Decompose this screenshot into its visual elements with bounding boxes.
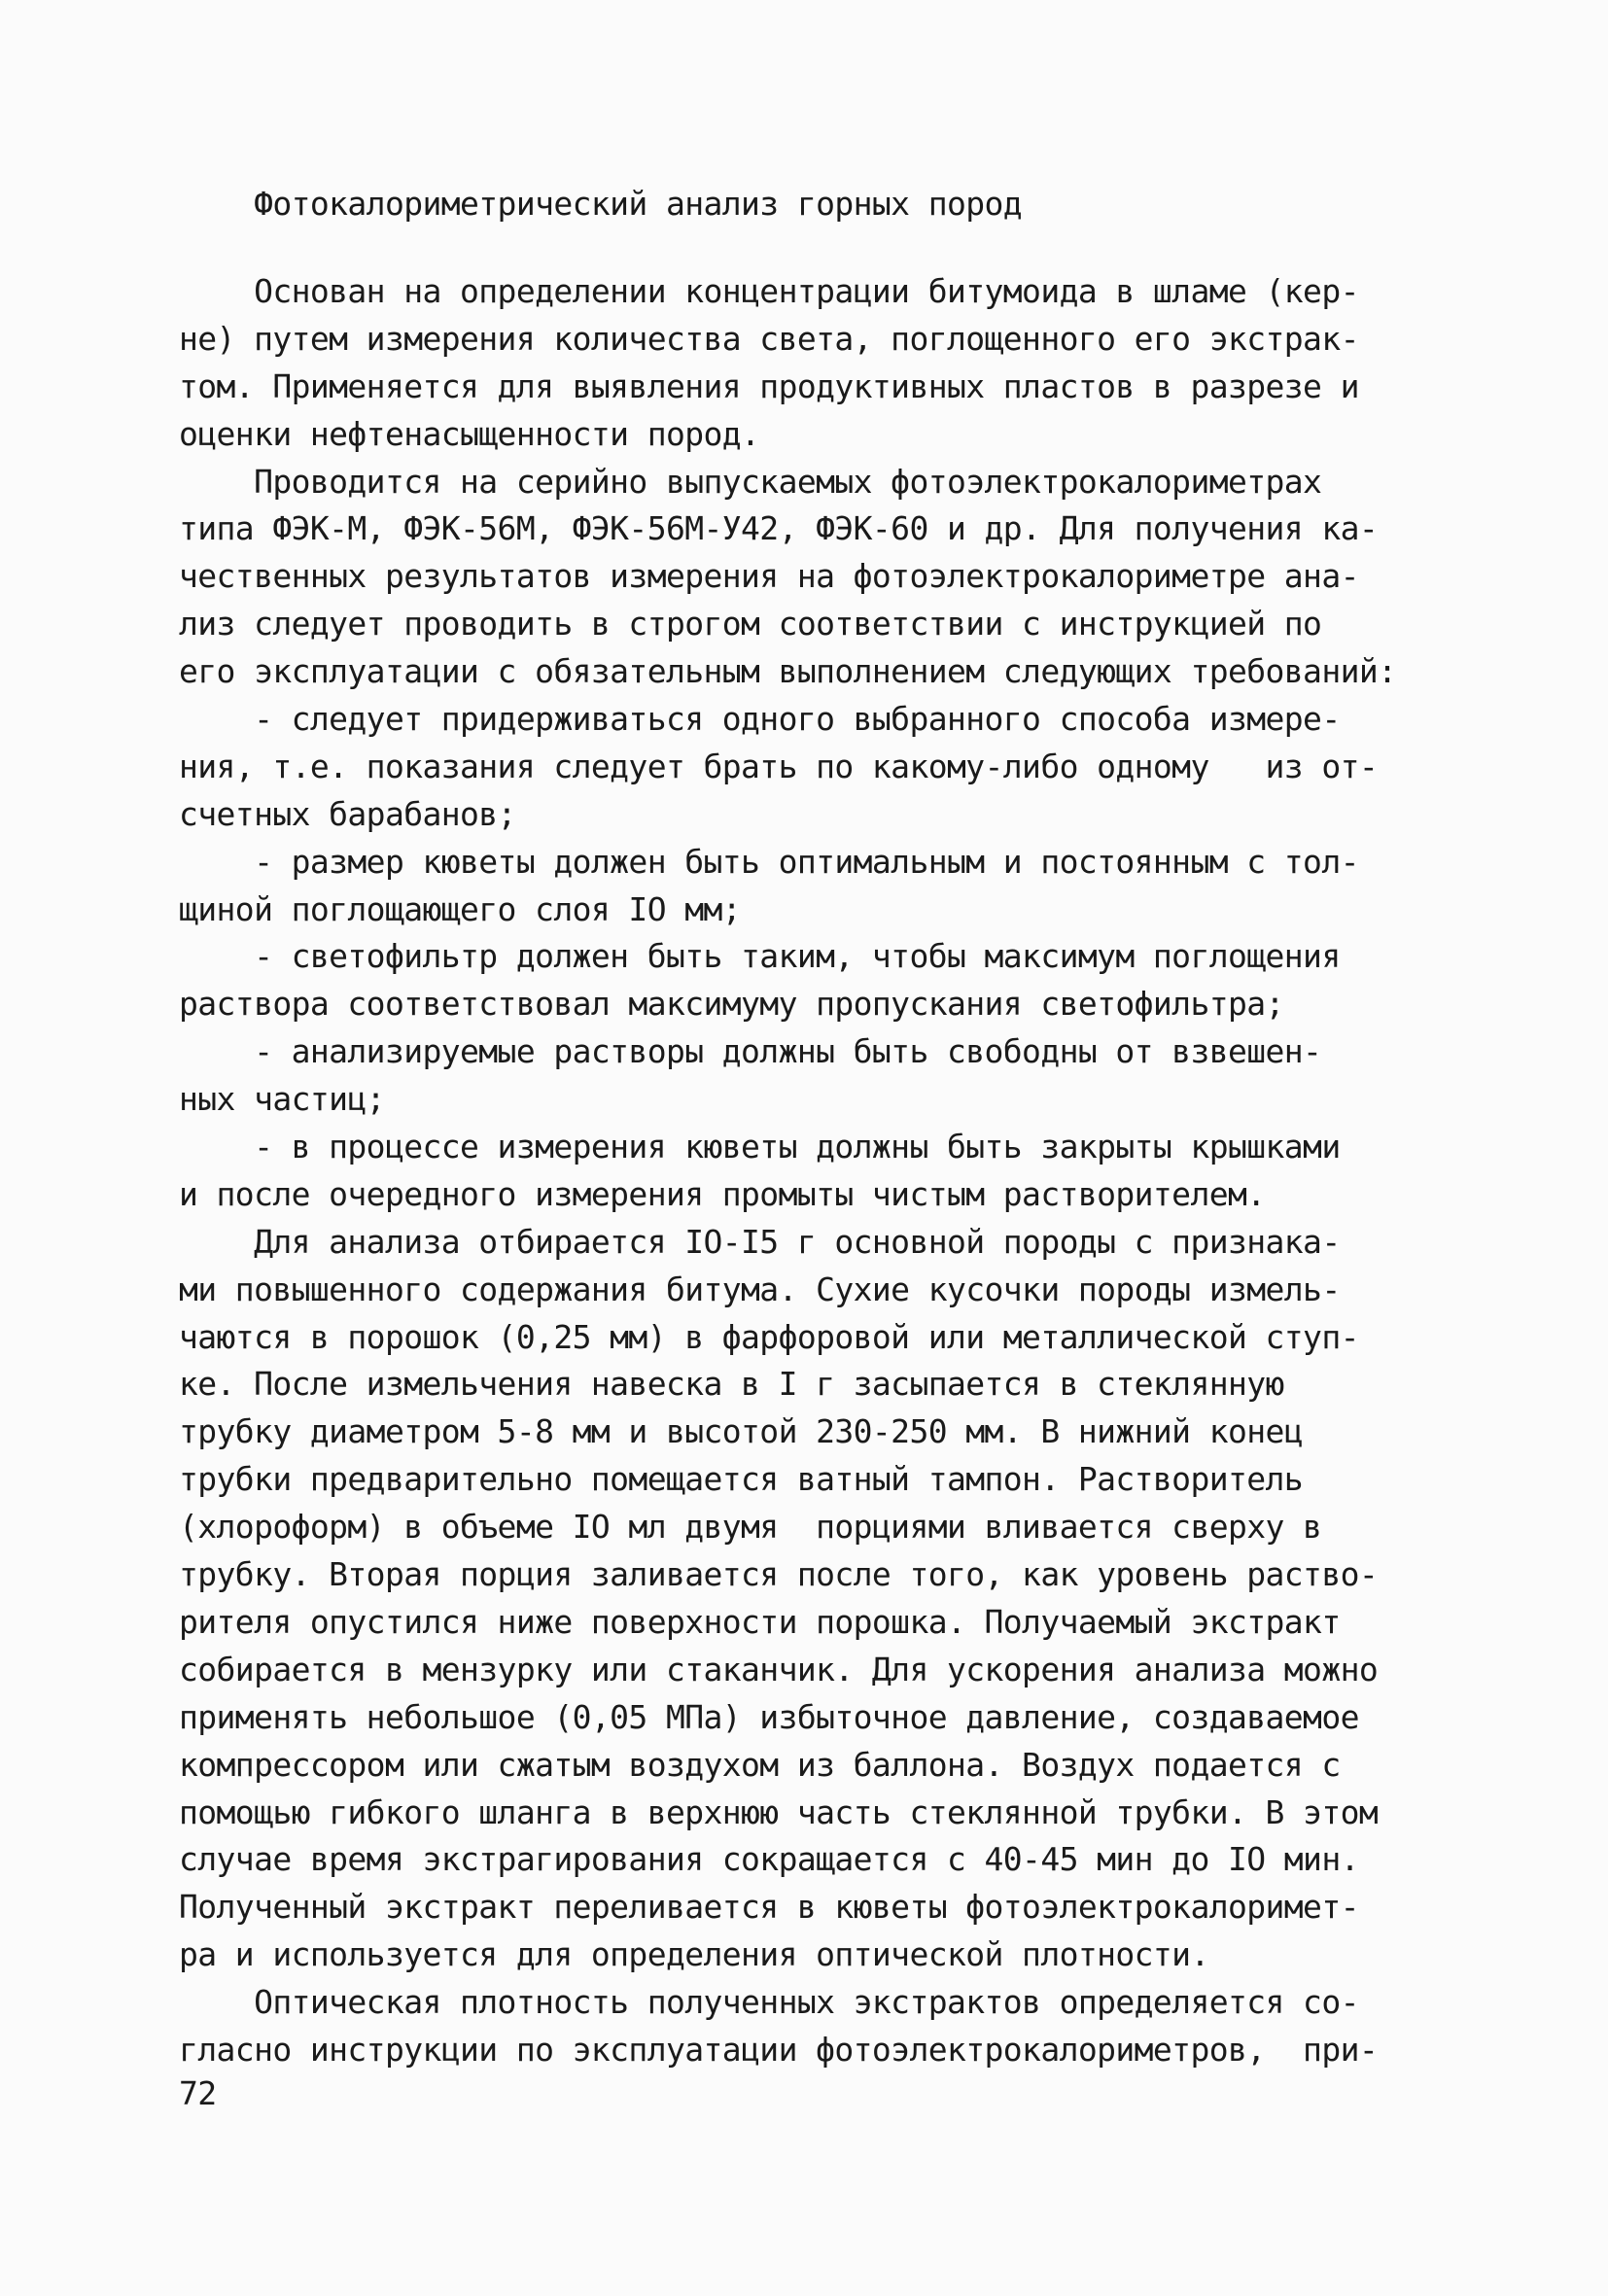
text-line: ми повышенного содержания битума. Сухие кусочки породы измель- bbox=[179, 1270, 1341, 1308]
text-line: не) путем измерения количества света, поглощенного его экстрак- bbox=[179, 319, 1359, 358]
text-line: рителя опустился ниже поверхности порошка. Получаемый экстракт bbox=[179, 1602, 1341, 1641]
text-line: - в процессе измерения кюветы должны быть закрыты крышками bbox=[179, 1128, 1341, 1166]
text-line: трубку. Вторая порция заливается после того, как уровень раство- bbox=[179, 1555, 1379, 1594]
text-line: раствора соответствовал максимуму пропускания светофильтра; bbox=[179, 985, 1284, 1024]
section-title: Фотокалориметрический анализ горных пород bbox=[179, 185, 1023, 223]
text-line: трубки предварительно помещается ватный тампон. Растворитель bbox=[179, 1460, 1304, 1499]
text-line: Проводится на серийно выпускаемых фотоэлектрокалориметрах bbox=[179, 462, 1322, 501]
text-line: ных частиц; bbox=[179, 1080, 385, 1119]
text-line: случае время экстрагирования сокращается с 40-45 мин до IO мин. bbox=[179, 1840, 1359, 1879]
text-lines bbox=[179, 268, 1443, 2074]
text-line: трубку диаметром 5-8 мм и высотой 230-250 мм. В нижний конец bbox=[179, 1412, 1304, 1451]
text-line: типа ФЭК-М, ФЭК-56М, ФЭК-56М-У42, ФЭК-60 и др. Для получения ка- bbox=[179, 509, 1379, 548]
text-line: - следует придерживаться одного выбранного способа измере- bbox=[179, 700, 1341, 739]
text-line: Для анализа отбирается IO-I5 г основной породы с признака- bbox=[179, 1222, 1341, 1261]
text-line: применять небольшое (0,05 МПа) избыточное давление, создаваемое bbox=[179, 1697, 1359, 1736]
text-line: и после очередного измерения промыты чистым растворителем. bbox=[179, 1174, 1266, 1213]
text-line: его эксплуатации с обязательным выполнением следующих требований: bbox=[179, 652, 1397, 691]
text-line: гласно инструкции по эксплуатации фотоэлектрокалориметров, при- bbox=[179, 2030, 1379, 2069]
text-line: помощью гибкого шланга в верхнюю часть стеклянной трубки. В этом bbox=[179, 1792, 1379, 1831]
text-line: оценки нефтенасыщенности пород. bbox=[179, 414, 760, 453]
text-line: Основан на определении концентрации битумоида в шламе (кер- bbox=[179, 272, 1359, 310]
text-line: ния, т.е. показания следует брать по какому-либо одному из от- bbox=[179, 747, 1379, 785]
text-line: ке. После измельчения навеска в I г засыпается в стеклянную bbox=[179, 1365, 1284, 1404]
text-line: ра и используется для определения оптической плотности. bbox=[179, 1935, 1209, 1974]
text-line: лиз следует проводить в строгом соответствии с инструкцией по bbox=[179, 605, 1322, 644]
text-line: - размер кюветы должен быть оптимальным и постоянным с тол- bbox=[179, 842, 1359, 881]
text-line: Оптическая плотность полученных экстрактов определяется со- bbox=[179, 1983, 1359, 2022]
text-line: щиной поглощающего слоя IO мм; bbox=[179, 889, 742, 928]
document-body bbox=[179, 175, 1443, 2074]
text-line: том. Применяется для выявления продуктивных пластов в разрезе и bbox=[179, 366, 1359, 405]
text-line: чественных результатов измерения на фотоэлектрокалориметре ана- bbox=[179, 557, 1359, 596]
text-line: собирается в мензурку или стаканчик. Для ускорения анализа можно bbox=[179, 1650, 1379, 1688]
text-line: - светофильтр должен быть таким, чтобы максимум поглощения bbox=[179, 937, 1341, 976]
page-number: 72 bbox=[179, 2074, 217, 2112]
text-line: - анализируемые растворы должны быть свободны от взвешен- bbox=[179, 1032, 1322, 1071]
text-line: чаются в порошок (0,25 мм) в фарфоровой или металлической ступ- bbox=[179, 1317, 1359, 1356]
text-line: счетных барабанов; bbox=[179, 794, 516, 833]
text-line: компрессором или сжатым воздухом из баллона. Воздух подается с bbox=[179, 1745, 1341, 1784]
text-line: Полученный экстракт переливается в кюветы фотоэлектрокалоримет- bbox=[179, 1888, 1359, 1927]
text-line: (хлороформ) в объеме IO мл двумя порциями вливается сверху в bbox=[179, 1508, 1322, 1547]
